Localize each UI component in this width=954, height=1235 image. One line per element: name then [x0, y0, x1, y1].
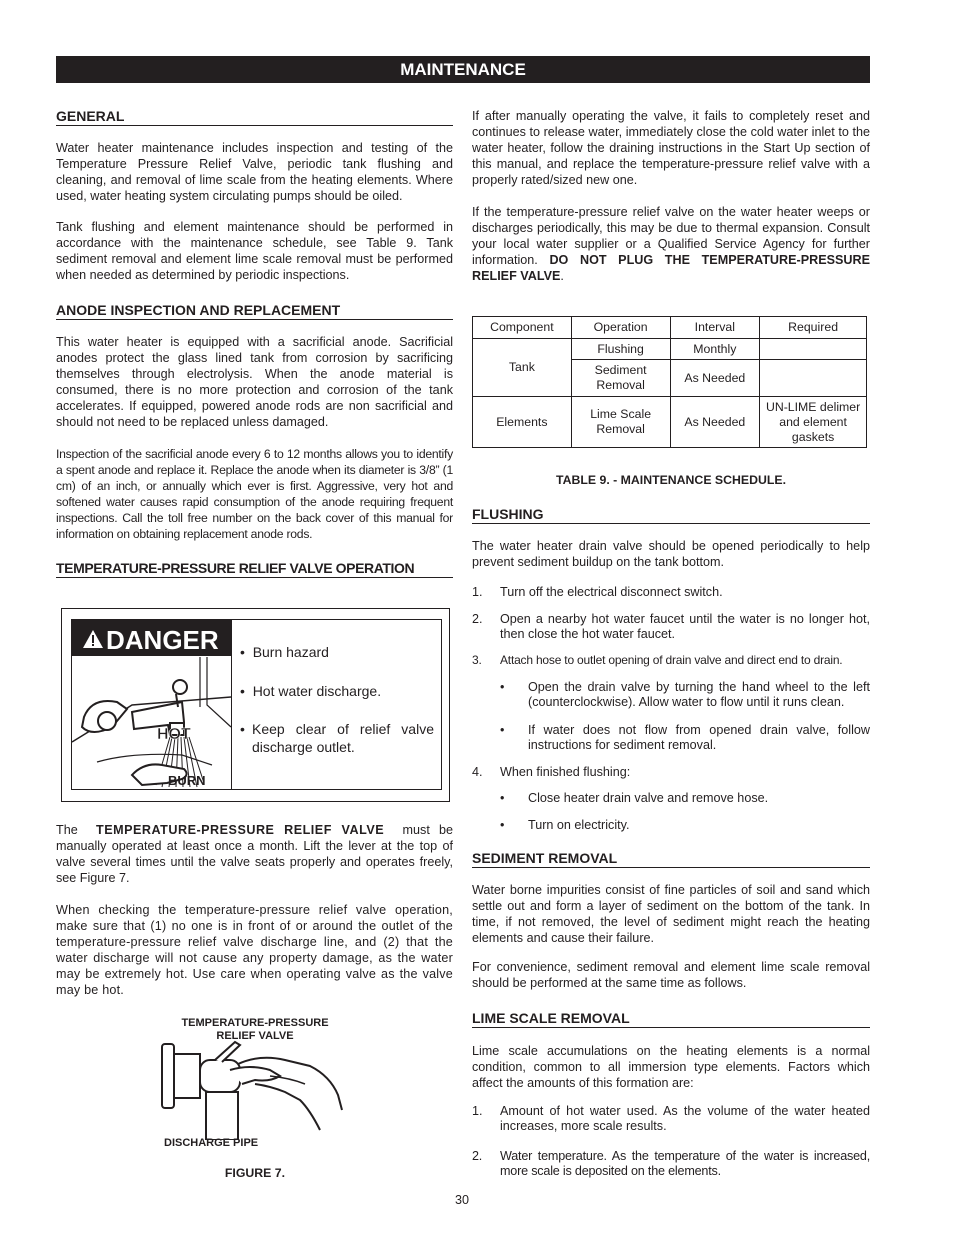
table-cell [760, 339, 867, 360]
table-cell: Flushing [571, 339, 670, 360]
table-cell: Sediment Removal [571, 360, 670, 397]
sediment-section [472, 850, 870, 991]
tpr-text [56, 822, 453, 998]
maintenance-schedule-table [472, 316, 867, 448]
anode-paragraph-2: Inspection of the sacrificial anode every 6 to 12 months allows you to identify a spent anode and replace it. Replace the anode when its diameter is 3/8” (1 cm) of an inch, or annually which ever is first. Aggressive, very hot and softened water causes rapid consumption of the anode requiring frequent inspections. Call the toll free number on the back cover of this manual for information on obtaining replacement anode rods. [56, 447, 453, 541]
table-cell: As Needed [670, 360, 760, 397]
general-paragraph-1: Water heater maintenance includes inspection and testing of the Temperature Pressure Relief Valve, periodic tank flushing and cleaning, and removal of lime scale from the heating elements. Where used, water heating system circulating pumps should be oiled. [56, 141, 453, 203]
table-header-cell: Required [760, 317, 867, 339]
figure7-label-top: TEMPERATURE-PRESSURE RELIEF VALVE [181, 1017, 329, 1042]
hot-faucet-illustration [72, 657, 231, 789]
list-item: 2. Open a nearby hot water faucet until the water is no longer hot, then close the hot water faucet. [472, 612, 870, 641]
sediment-paragraph-1: Water borne impurities consist of fine particles of soil and sand which settle out and form a layer of sediment on the bottom of the tank. In time, if not removed, the level of sediment might reach the heating elements and cause their failure. [472, 883, 870, 945]
svg-text:HOT: HOT [157, 726, 191, 743]
list-item: 3. Attach hose to outlet opening of drain valve and direct end to drain. [472, 653, 843, 667]
page-number: 30 [454, 1193, 469, 1207]
danger-divider [231, 620, 232, 789]
tpr-paragraph-1: The TEMPERATURE-PRESSURE RELIEF VALVE must be manually operated at least once a month. Lift the lever at the top of valve several times until the valve seats properly and operates freely, see Figure 7. [56, 823, 453, 885]
danger-bullet-1: • Burn hazard [240, 644, 329, 660]
sediment-heading: SEDIMENT REMOVAL [472, 850, 870, 868]
tpr-paragraph-2: When checking the temperature-pressure relief valve operation, make sure that (1) no one is in front of or around the outlet of the temperature-pressure relief valve discharge line, and (2) that the water discharge will not cause any property damage, as the water may be extremely hot. Use care when operating valve as the valve may be hot. [56, 903, 453, 997]
list-item: 4. When finished flushing: [472, 765, 631, 779]
flushing-heading: FLUSHING [472, 506, 870, 524]
sediment-paragraph-2: For convenience, sediment removal and element lime scale removal should be performed at the same time as follows. [472, 960, 870, 990]
table-header-row [473, 317, 867, 339]
thermal-expansion-paragraph: If the temperature-pressure relief valve on the water heater weeps or discharges periodically, this may be due to thermal expansion. Consult your local water supplier or a Qualified Service Agency for further information. DO NOT PLUG THE TEMPERATURE-PRESSURE RELIEF VALVE. [472, 205, 871, 283]
general-heading: GENERAL [56, 108, 453, 126]
tpr-section [56, 560, 453, 578]
list-item: 1. Amount of hot water used. As the volume of the water heated increases, more scale results. [472, 1104, 870, 1133]
danger-title: DANGER [72, 620, 231, 656]
right-intro [472, 108, 870, 284]
table-cell: As Needed [670, 397, 760, 448]
general-section [56, 108, 453, 283]
list-item: • Close heater drain valve and remove hose. [500, 791, 769, 805]
table-cell: Tank [473, 339, 572, 397]
table-cell: Elements [473, 397, 572, 448]
flushing-intro: The water heater drain valve should be opened periodically to help prevent sediment buildup on the tank bottom. [472, 539, 870, 569]
list-item: • If water does not flow from opened drain valve, follow instructions for sediment removal. [500, 723, 870, 752]
list-item: • Turn on electricity. [500, 818, 630, 832]
table-caption: TABLE 9. - MAINTENANCE SCHEDULE. [555, 473, 786, 487]
table-cell: UN-LIME delimer and element gaskets [760, 397, 867, 448]
figure7-valve-illustration [160, 1040, 350, 1140]
anode-paragraph-1: This water heater is equipped with a sacrificial anode. Sacrificial anodes protect the glass lined tank from corrosion by sacrificing themselves through electrolysis. When the anode material is consumed, there is no more protection and corrosion of the tank accelerates. If equipped, powered anode rods are non sacrificial and should not need to be replaced unless damaged. [56, 335, 453, 429]
lime-paragraph-1: Lime scale accumulations on the heating elements is a normal condition, common to all immersion type elements. Factors which affect the amounts of this formation are: [472, 1044, 870, 1090]
tpr-heading: TEMPERATURE-PRESSURE RELIEF VALVE OPERATION [56, 560, 453, 578]
anode-section [56, 302, 453, 542]
table-header-cell: Interval [670, 317, 760, 339]
table-cell [760, 360, 867, 397]
general-paragraph-2: Tank flushing and element maintenance should be performed in accordance with the maintenance schedule, see Table 9. Tank sediment removal and element lime scale removal must be performed when needed as determined by periodic inspections. [56, 220, 453, 282]
flushing-section [472, 506, 870, 570]
svg-text:BURN: BURN [168, 773, 206, 788]
section-banner: MAINTENANCE [56, 56, 870, 83]
table-row [473, 397, 867, 448]
warning-triangle-icon [82, 622, 104, 658]
figure7-caption: FIGURE 7. [224, 1166, 286, 1180]
tpr-reset-paragraph: If after manually operating the valve, it fails to completely reset and continues to release water, immediately close the cold water inlet to the water heater, follow the draining instructions in the Start Up section of this manual, and replace the temperature-pressure relief valve with a properly rated/sized new one. [472, 109, 870, 187]
table-header-cell: Component [473, 317, 572, 339]
table-cell: Monthly [670, 339, 760, 360]
table-cell: Lime Scale Removal [571, 397, 670, 448]
list-item: • Open the drain valve by turning the hand wheel to the left (counterclockwise). Allow water to flow until it runs clean. [500, 680, 870, 709]
table-row [473, 339, 867, 360]
list-item: 2. Water temperature. As the temperature of the water is increased, more scale is deposited on the elements. [472, 1149, 870, 1178]
figure7-label-bottom: DISCHARGE PIPE [164, 1137, 259, 1149]
lime-heading: LIME SCALE REMOVAL [472, 1010, 870, 1028]
danger-label-inner: DANGER HOT BURN • Burn hazard • Hot water discharge. • Keep clear of relief valve discharge outlet. [71, 619, 442, 790]
list-item: 1. Turn off the electrical disconnect switch. [472, 585, 723, 599]
anode-heading: ANODE INSPECTION AND REPLACEMENT [56, 302, 453, 320]
table-header-cell: Operation [571, 317, 670, 339]
danger-bullet-2: • Hot water discharge. [240, 683, 382, 699]
lime-section [472, 1010, 870, 1091]
